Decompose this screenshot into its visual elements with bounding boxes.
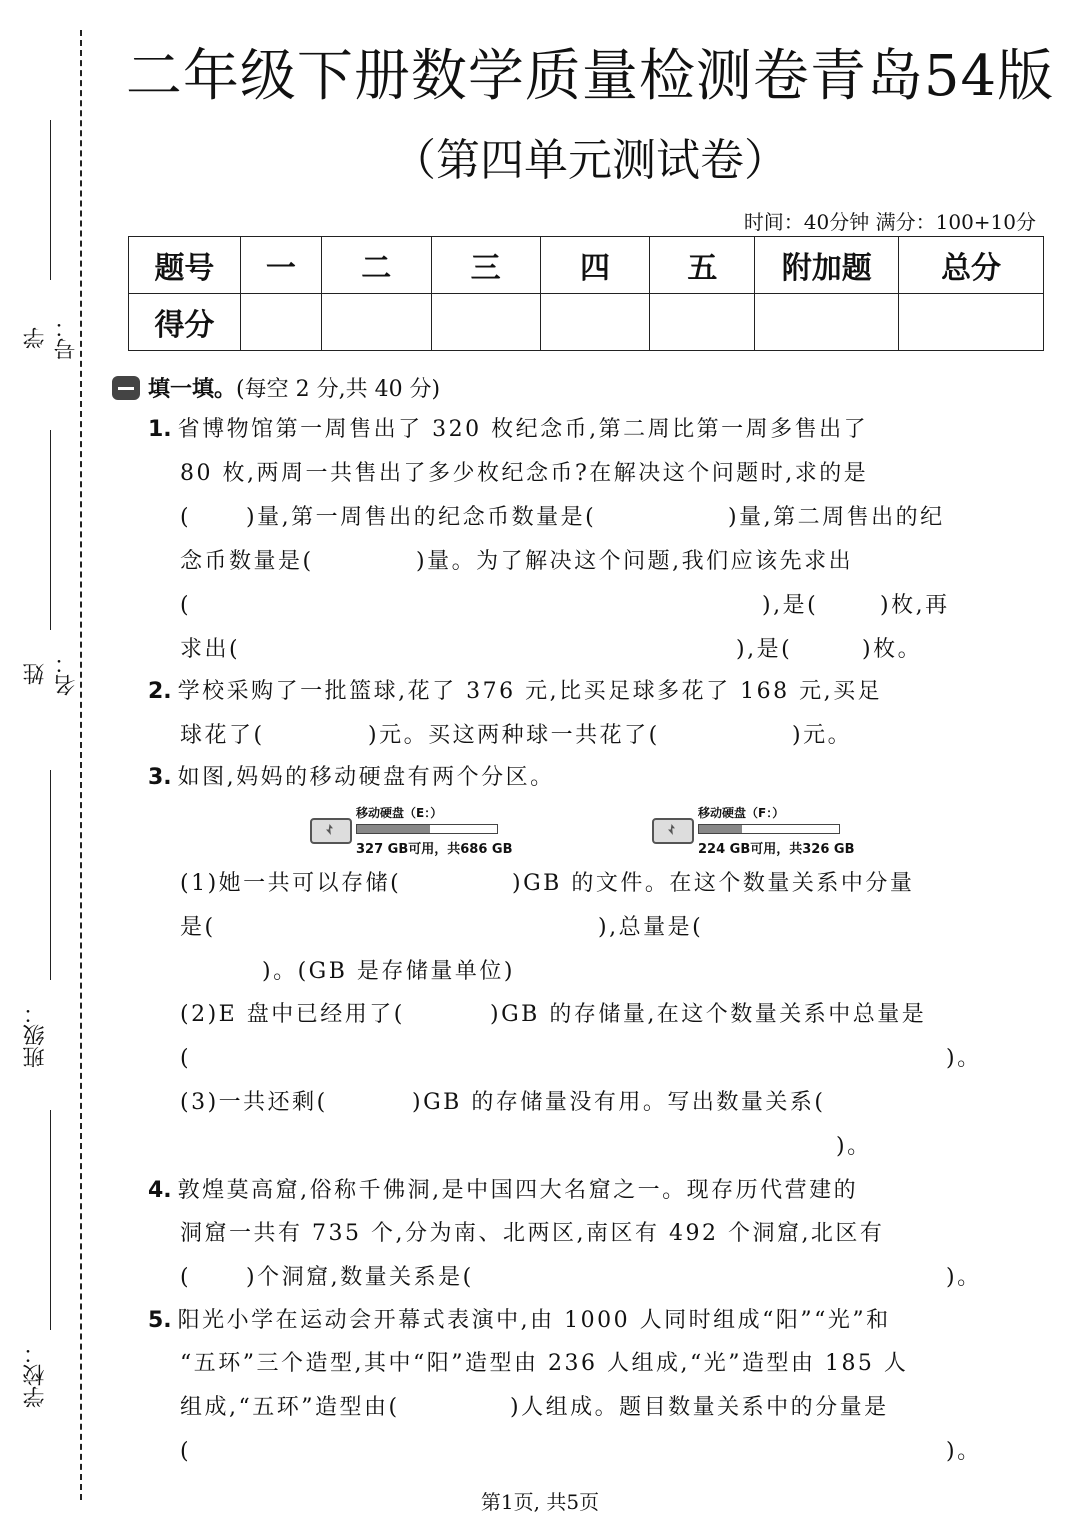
question-3-text: 如图,妈妈的移动硬盘有两个分区。 (177, 765, 555, 790)
answer-blank-open[interactable]: ( (180, 505, 192, 530)
score-cell[interactable] (899, 294, 1044, 351)
question-1-text: 省博物馆第一周售出了 320 枚纪念币,第二周比第一周多售出了 (177, 417, 869, 442)
answer-blank-open[interactable]: ( (180, 1265, 192, 1290)
question-3-text: )GB 的存储量没有用。写出数量关系( (412, 1090, 826, 1115)
class-label: 班级： (23, 1002, 48, 1068)
question-5-line-3 (180, 1393, 980, 1423)
score-table-score-row (129, 294, 1044, 351)
score-cell[interactable] (650, 294, 755, 351)
student-id-label: 学号： (23, 316, 79, 360)
question-1-text: 念币数量是( (180, 549, 314, 574)
question-5-line-4 (180, 1437, 980, 1467)
score-cell[interactable] (240, 294, 321, 351)
score-table-header-cell: 题号 (129, 237, 241, 294)
score-table-header-cell: 三 (431, 237, 540, 294)
question-4-line-3 (180, 1263, 980, 1293)
question-1-line-5 (180, 591, 980, 621)
question-5-text: )人组成。题目数量关系中的分量是 (510, 1395, 889, 1420)
disk-f-caption: 224 GB可用，共326 GB (698, 842, 855, 857)
page-title: 二年级下册数学质量检测卷青岛54版 (125, 44, 1055, 109)
question-2-text: 球花了( (180, 723, 265, 748)
question-1-text: ),是( (736, 637, 793, 662)
question-3-part-1-line-1 (180, 869, 980, 899)
question-3-text: )GB 的文件。在这个数量关系中分量 (512, 871, 915, 896)
question-2-text: )元。 (792, 723, 853, 748)
score-table-header-cell: 一 (240, 237, 321, 294)
question-1-line-3 (180, 503, 980, 533)
score-cell[interactable] (755, 294, 899, 351)
question-1-line-2: 80 枚,两周一共售出了多少枚纪念币?在解决这个问题时,求的是 (180, 461, 869, 486)
disk-e-caption: 327 GB可用，共686 GB (356, 842, 513, 857)
name-label: 姓名： (23, 652, 79, 696)
question-1-line-6 (180, 635, 980, 665)
score-table-header-row (129, 237, 1044, 294)
score-table-header-cell: 二 (321, 237, 431, 294)
question-3-part-3-line-1 (180, 1088, 980, 1118)
question-5-number: 5. (148, 1308, 172, 1333)
score-cell[interactable] (321, 294, 431, 351)
time-info: 时间：40分钟 满分：100+10分 (743, 210, 1036, 234)
question-4-line-1 (148, 1176, 858, 1206)
school-underline (50, 1110, 51, 1330)
question-2-text: )元。买这两种球一共花了( (368, 723, 660, 748)
question-4-line-2: 洞窟一共有 735 个,分为南、北两区,南区有 492 个洞窟,北区有 (180, 1221, 885, 1246)
question-1-text: )枚,再 (880, 593, 950, 618)
page-subtitle: （第四单元测试卷） (392, 135, 788, 186)
question-4-text: )个洞窟,数量关系是( (246, 1265, 474, 1290)
question-3-line-1 (148, 763, 555, 793)
question-4-text: )。 (946, 1265, 982, 1290)
question-1-number: 1. (148, 417, 172, 442)
question-3-text: (1)她一共可以存储( (180, 871, 402, 896)
question-2-number: 2. (148, 679, 172, 704)
question-3-part-2-line-1 (180, 1000, 980, 1030)
question-4-text: 敦煌莫高窟,俗称千佛洞,是中国四大名窟之一。现存历代营建的 (177, 1178, 859, 1203)
question-5-line-1 (148, 1306, 891, 1336)
score-cell[interactable] (431, 294, 540, 351)
question-5-text: )。 (946, 1439, 982, 1464)
disk-f-usage-fill (699, 825, 742, 833)
section-1-note: (每空 2 分,共 40 分) (236, 377, 441, 402)
question-4-number: 4. (148, 1178, 172, 1203)
answer-blank-open[interactable]: ( (180, 1439, 192, 1464)
question-1-text: )量,第一周售出的纪念币数量是( (246, 505, 597, 530)
binding-dashed-line (80, 30, 82, 1500)
class-underline (50, 770, 51, 980)
question-1-line-4 (180, 547, 980, 577)
question-3-text: )GB 的存储量,在这个数量关系中总量是 (490, 1002, 927, 1027)
answer-blank-open[interactable]: ( (180, 1046, 192, 1071)
question-5-text: 阳光小学在运动会开幕式表演中,由 1000 人同时组成“阳”“光”和 (177, 1308, 891, 1333)
name-field[interactable] (20, 430, 79, 700)
hard-drive-icon (310, 818, 352, 844)
class-field[interactable] (20, 770, 60, 1070)
section-1-title: 填一填。 (148, 377, 237, 402)
score-table-header-cell: 五 (650, 237, 755, 294)
disk-e-name: 移动硬盘（E：） (356, 806, 443, 820)
question-1-text: )量,第二周售出的纪 (728, 505, 945, 530)
question-3-part-1-line-3: )。(GB 是存储量单位) (262, 959, 515, 984)
question-3-part-1-line-2 (180, 913, 980, 943)
question-1-text: )量。为了解决这个问题,我们应该先求出 (416, 549, 854, 574)
question-5-text: 组成,“五环”造型由( (180, 1395, 400, 1420)
disk-e-widget (310, 806, 513, 860)
question-1-text: )枚。 (862, 637, 923, 662)
score-table-header-cell: 附加题 (755, 237, 899, 294)
question-3-text: (2)E 盘中已经用了( (180, 1002, 405, 1027)
disk-e-usage-bar (356, 824, 498, 834)
disk-f-widget (652, 806, 855, 860)
score-table (128, 236, 1044, 351)
question-1-text: 求出( (180, 637, 241, 662)
section-1-heading (112, 372, 440, 403)
school-label: 学校： (23, 1342, 48, 1408)
question-2-text: 学校采购了一批篮球,花了 376 元,比买足球多花了 168 元,买足 (177, 679, 883, 704)
name-underline (50, 430, 51, 630)
disk-f-usage-bar (698, 824, 840, 834)
score-cell[interactable] (540, 294, 650, 351)
disk-e-usage-fill (357, 825, 430, 833)
score-table-header-cell: 四 (540, 237, 650, 294)
question-2-line-2 (180, 721, 980, 751)
school-field[interactable] (20, 1110, 60, 1410)
question-2-line-1 (148, 677, 882, 707)
disk-f-name: 移动硬盘（F：） (698, 806, 785, 820)
answer-blank-open[interactable]: ( (180, 593, 192, 618)
section-number-one-icon (112, 376, 140, 400)
question-3-text: 是( (180, 915, 216, 940)
question-3-text: )。 (946, 1046, 982, 1071)
question-1-text: ),是( (762, 593, 819, 618)
score-row-label: 得分 (129, 294, 241, 351)
question-3-number: 3. (148, 765, 172, 790)
question-3-part-3-line-2: )。 (836, 1134, 872, 1159)
question-3-part-2-line-2 (180, 1044, 980, 1074)
hard-drive-icon (652, 818, 694, 844)
question-5-line-2: “五环”三个造型,其中“阳”造型由 236 人组成,“光”造型由 185 人 (180, 1351, 909, 1376)
score-table-header-cell: 总分 (899, 237, 1044, 294)
question-3-text: ),总量是( (598, 915, 704, 940)
question-1-line-1 (148, 415, 868, 445)
question-3-text: (3)一共还剩( (180, 1090, 328, 1115)
page-footer: 第1页, 共5页 (480, 1490, 600, 1514)
